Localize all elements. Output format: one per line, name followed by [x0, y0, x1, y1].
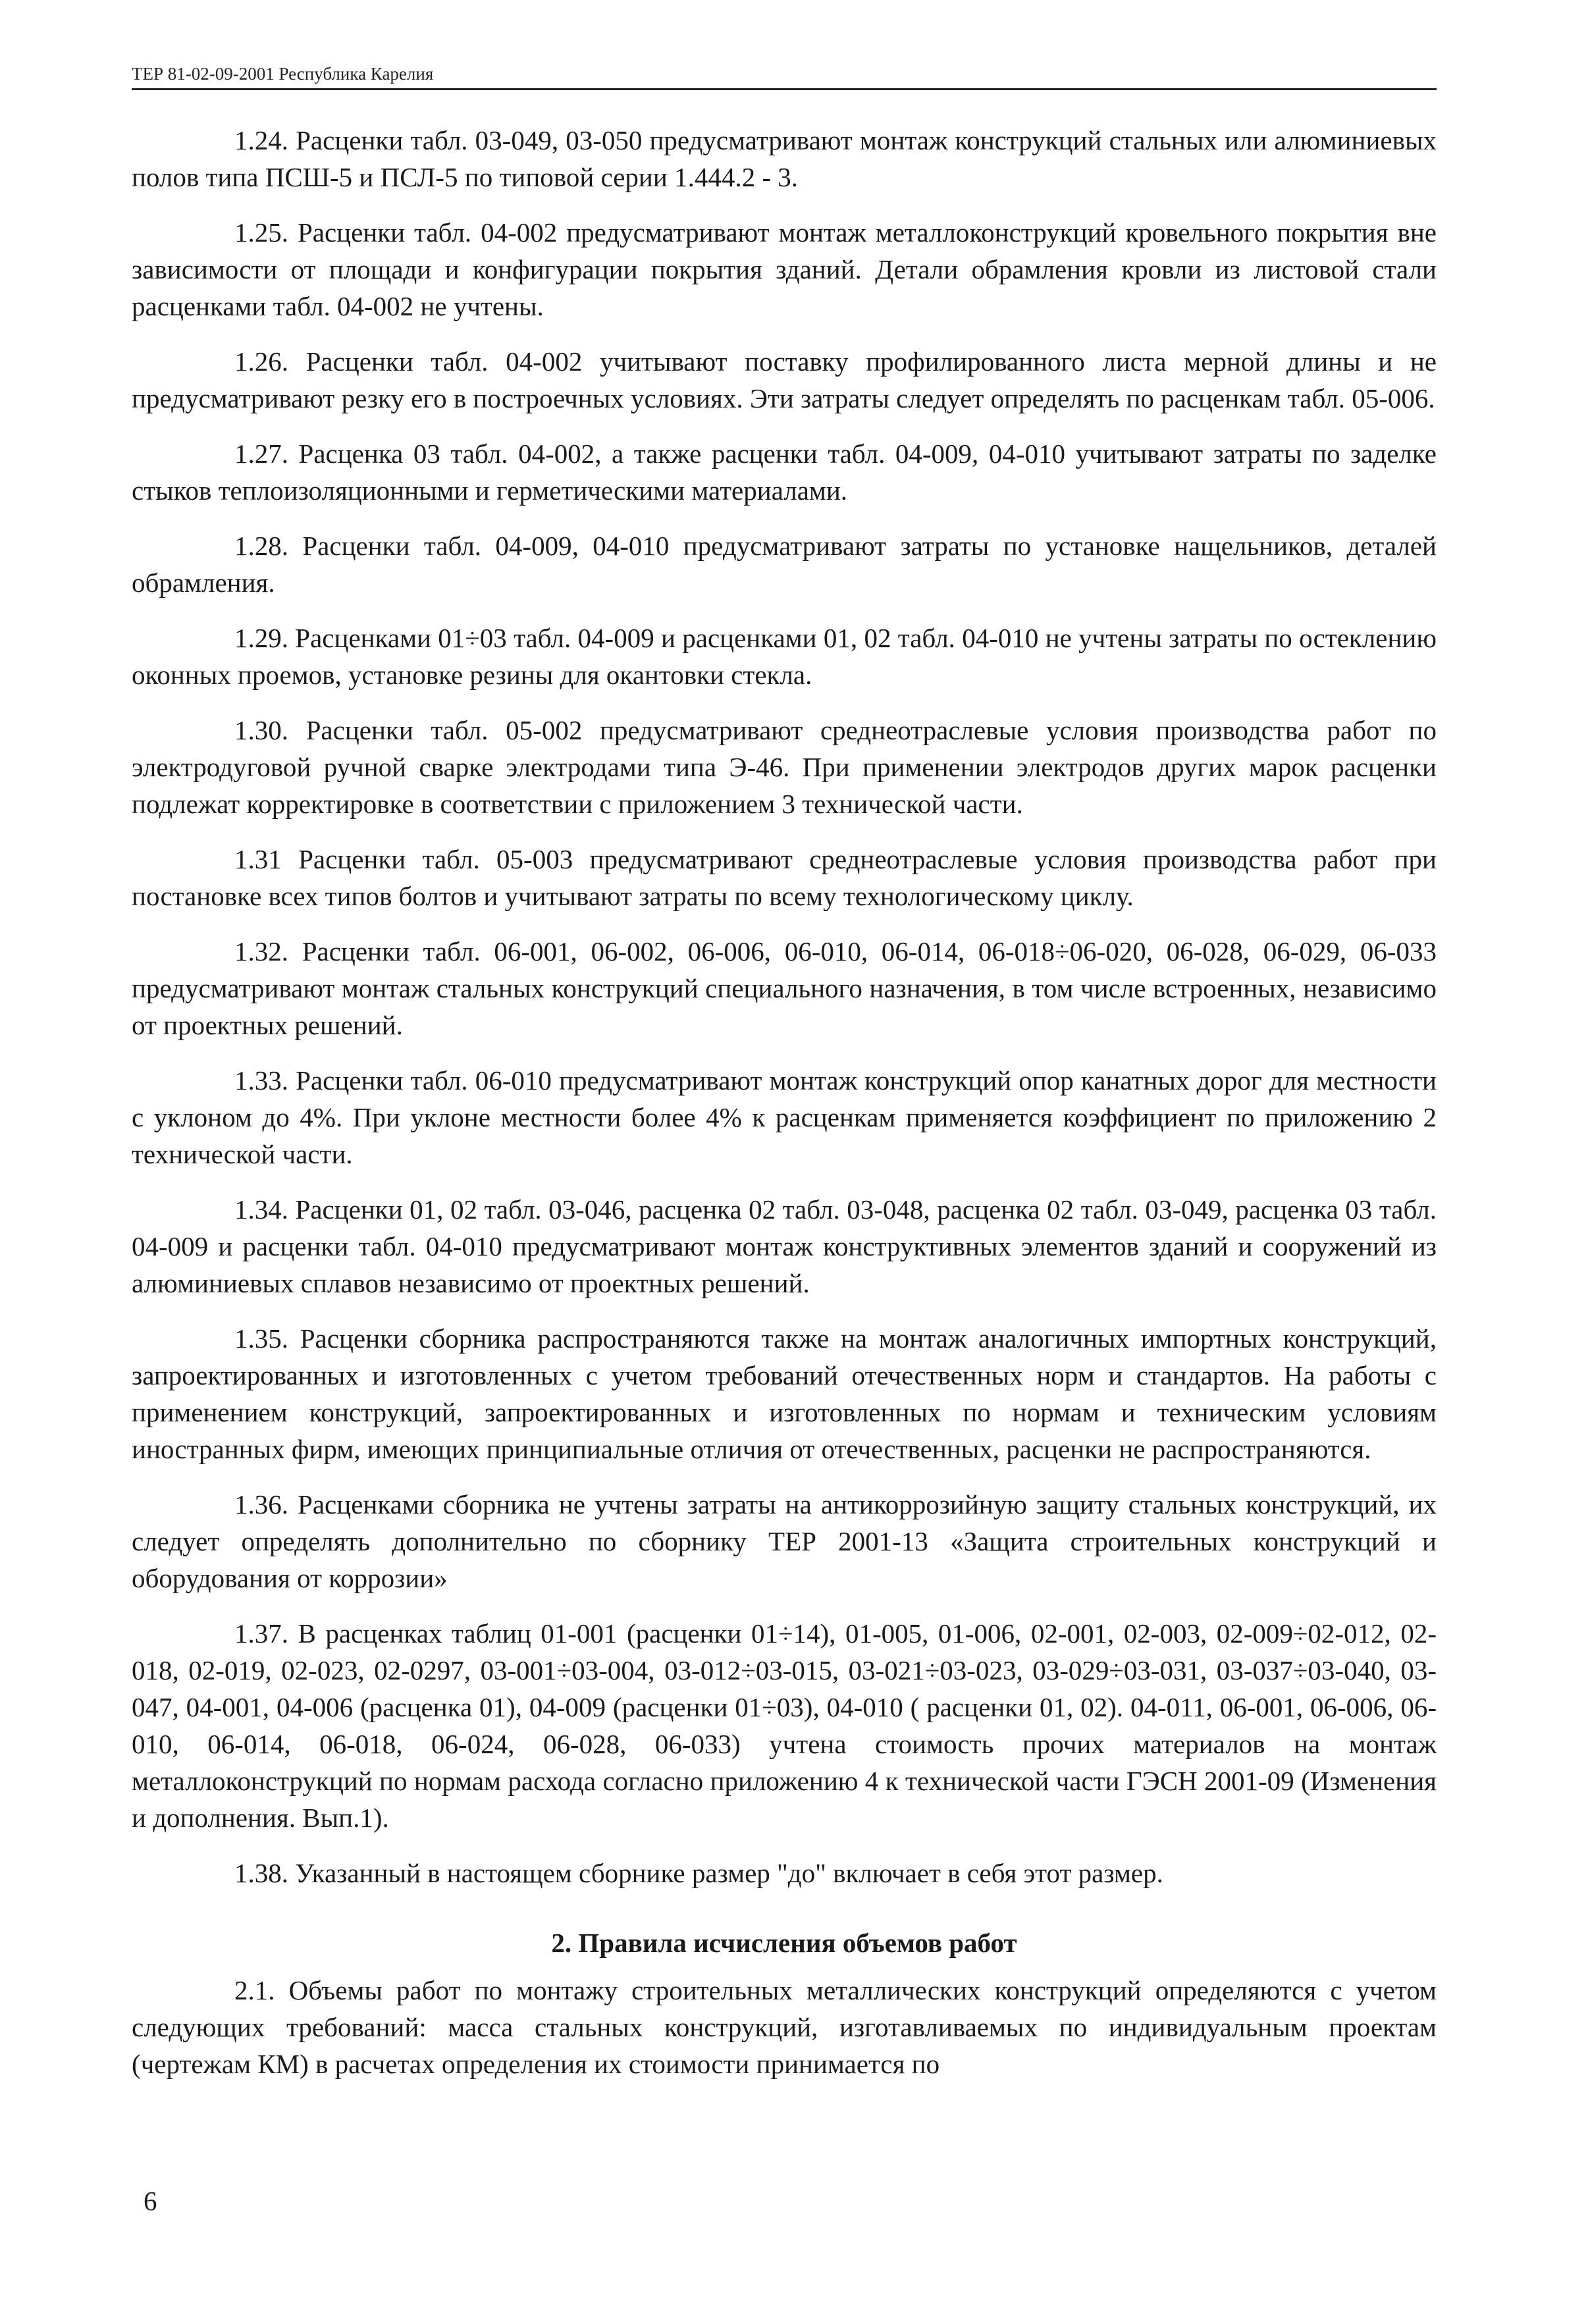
paragraph-1-32: 1.32. Расценки табл. 06-001, 06-002, 06-006, 06-010, 06-014, 06-018÷06-020, 06-028, 06-029, 06-033 предусматривают монтаж стальных конструкций специального назначения, в том числе встроенных, независимо от проектных решений. [132, 936, 1437, 1040]
document-page [132, 61, 1437, 2101]
section-title: 2. Правила исчисления объемов работ [551, 1928, 1017, 1958]
running-header: ТЕР 81-02-09-2001 Республика Карелия [132, 61, 1437, 90]
paragraph-1-24: 1.24. Расценки табл. 03-049, 03-050 предусматривают монтаж конструкций стальных или алюминиевых полов типа ПСШ-5 и ПСЛ-5 по типовой серии 1.444.2 - 3. [132, 125, 1437, 192]
paragraph-1-35: 1.35. Расценки сборника распространяются также на монтаж аналогичных импортных конструкций, запроектированных и изготовленных с учетом требований отечественных норм и стандартов. На работы с применением конструкций, запроектированных и изготовленных по нормам и техническим условиям иностранных фирм, имеющих принципиальные отличия от отечественных, расценки не распространяются. [132, 1323, 1437, 1464]
document-body [132, 122, 1437, 2082]
paragraph-2-1: 2.1. Объемы работ по монтажу строительных металлических конструкций определяются с учетом следующих требований: масса стальных конструкций, изготавливаемых по индивидуальным проектам (чертежам КМ) в расчетах определения их стоимости принимается по [132, 1975, 1437, 2079]
paragraph-1-33: 1.33. Расценки табл. 06-010 предусматривают монтаж конструкций опор канатных дорог для местности с уклоном до 4%. При уклоне местности более 4% к расценкам применяется коэффициент по приложению 2 технической части. [132, 1065, 1437, 1169]
paragraph-1-37: 1.37. В расценках таблиц 01-001 (расценки 01÷14), 01-005, 01-006, 02-001, 02-003, 02-009÷02-012, 02-018, 02-019, 02-023, 02-0297, 03-001÷03-004, 03-012÷03-015, 03-021÷03-023, 03-029÷03-031, 03-037÷03-040, 03-047, 04-001, 04-006 (расценка 01), 04-009 (расценки 01÷03), 04-010 ( расценки 01, 02). 04-011, 06-001, 06-006, 06-010, 06-014, 06-018, 06-024, 06-028, 06-033) учтена стоимость прочих материалов на монтаж металлоконструкций по нормам расхода согласно приложению 4 к технической части ГЭСН 2001-09 (Изменения и дополнения. Вып.1). [132, 1618, 1437, 1833]
paragraph-1-26: 1.26. Расценки табл. 04-002 учитывают поставку профилированного листа мерной длины и не предусматривают резку его в построечных условиях. Эти затраты следует определять по расценкам табл. 05-006. [132, 346, 1437, 413]
paragraph-1-31: 1.31 Расценки табл. 05-003 предусматривают среднеотраслевые условия производства работ при постановке всех типов болтов и учитывают затраты по всему технологическому циклу. [132, 844, 1437, 911]
paragraph-1-27: 1.27. Расценка 03 табл. 04-002, а также расценки табл. 04-009, 04-010 учитывают затраты по заделке стыков теплоизоляционными и герметическими материалами. [132, 438, 1437, 506]
paragraph-1-34: 1.34. Расценки 01, 02 табл. 03-046, расценка 02 табл. 03-048, расценка 02 табл. 03-049, расценка 03 табл. 04-009 и расценки табл. 04-010 предусматривают монтаж конструктивных элементов зданий и сооружений из алюминиевых сплавов независимо от проектных решений. [132, 1194, 1437, 1298]
paragraph-1-25: 1.25. Расценки табл. 04-002 предусматривают монтаж металлоконструкций кровельного покрытия вне зависимости от площади и конфигурации покрытия зданий. Детали обрамления кровли из листовой стали расценками табл. 04-002 не учтены. [132, 217, 1437, 321]
page-number: 6 [144, 2186, 157, 2216]
paragraph-1-38: 1.38. Указанный в настоящем сборнике размер "до" включает в себя этот размер. [234, 1858, 1163, 1888]
paragraph-1-36: 1.36. Расценками сборника не учтены затраты на антикоррозийную защиту стальных конструкций, их следует определять дополнительно по сборнику ТЕР 2001-13 «Защита строительных конструкций и оборудования от коррозии» [132, 1489, 1437, 1593]
paragraph-1-28: 1.28. Расценки табл. 04-009, 04-010 предусматривают затраты по установке нащельников, деталей обрамления. [132, 531, 1437, 598]
paragraph-1-30: 1.30. Расценки табл. 05-002 предусматривают среднеотраслевые условия производства работ по электродуговой ручной сварке электродами типа Э-46. При применении электродов других марок расценки подлежат корректировке в соответствии с приложением 3 технической части. [132, 715, 1437, 819]
paragraph-1-29: 1.29. Расценками 01÷03 табл. 04-009 и расценками 01, 02 табл. 04-010 не учтены затраты по остеклению оконных проемов, установке резины для окантовки стекла. [132, 623, 1437, 690]
